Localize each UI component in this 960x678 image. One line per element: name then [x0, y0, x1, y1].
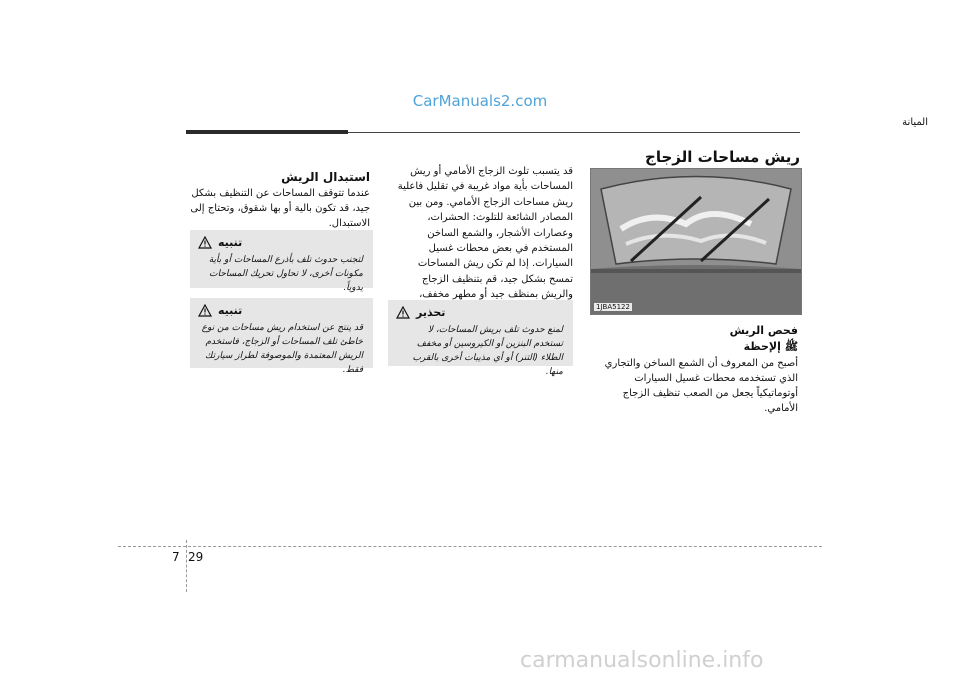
notice-box-2	[190, 298, 373, 375]
notice-text-1: لتجنب حدوث تلف بأذرع المساحات أو بأية مكونات أخرى، لا تحاول تحريك المساحات يدوياً.	[208, 255, 363, 293]
page-number: 29	[188, 550, 204, 564]
photo-code: 1JBA5122	[596, 303, 630, 311]
header-rule-thick	[186, 130, 348, 134]
wiper-illustration	[591, 169, 801, 314]
windshield-wiper-photo	[590, 168, 802, 315]
replacement-body: عندما تتوقف المساحات عن التنظيف بشكل جيد، قد تكون بالية أو بها شقوق، وتحتاج إلى الاستبدال.	[190, 188, 370, 229]
notice-header-1	[198, 236, 365, 249]
notice-title-2: تنبيه	[218, 304, 243, 317]
footer-divider	[186, 540, 187, 592]
header-rule-thin	[348, 132, 800, 133]
watermark-bottom: carmanualsonline.info	[520, 648, 764, 673]
watermark-top: CarManuals2.com	[412, 92, 548, 110]
chapter-number: 7	[172, 550, 180, 564]
notice-title-1: تنبيه	[218, 236, 243, 249]
note-heading: ﷺ إلإحظة	[743, 340, 798, 353]
caution-title: تحذير	[416, 306, 446, 319]
caution-text: لمنع حدوث تلف بريش المساحات، لا تستخدم البنزين أو الكيروسين أو مخفف الطلاء (التنر) أو أي مذيبات أخرى بالقرب منها.	[412, 325, 563, 377]
notice-text-2: قد ينتج عن استخدام ريش مساحات من نوع خاطئ تلف المساحات أو الزجاج، فاستخدم الريش المعتمدة والموصوفة لطراز سيارتك فقط.	[201, 323, 363, 375]
section-title: الميانة	[902, 117, 928, 128]
warning-icon	[198, 304, 212, 317]
notice-header-2	[198, 304, 365, 317]
notice-box-1	[190, 230, 373, 293]
page-heading: ريش مساحات الزجاج	[645, 148, 800, 166]
cleaning-instructions: قد يتسبب تلوث الزجاج الأمامي أو ريش المساحات بأية مواد غريبة في تقليل فاعلية ريش مساحات الزجاج الأمامي. ومن بين المصادر الشائعة للتلوث: الحشرات، وعصارات الأشجار، والشمع الساخن المستخدم في بعض محطات غسيل السيارات. إذا لم تكن ريش المساحات تمسح بشكل جيد، قم بتنظيف الزجاج والريش بمنظف جيد أو مطهر مخفف،	[397, 166, 573, 301]
warning-icon	[198, 236, 212, 249]
caution-box	[388, 300, 573, 377]
warning-icon	[396, 306, 410, 319]
replacement-heading: استبدال الريش	[281, 170, 370, 184]
wiper-check-heading: فحص الريش	[729, 324, 798, 337]
footer-rule	[118, 546, 822, 547]
wiper-check-body: أصبح من المعروف أن الشمع الساخن والتجاري الذي تستخدمه محطات غسيل السيارات أوتوماتيكياً يجعل من الصعب تنظيف الزجاج الأمامي.	[604, 358, 798, 414]
caution-header	[396, 306, 565, 319]
